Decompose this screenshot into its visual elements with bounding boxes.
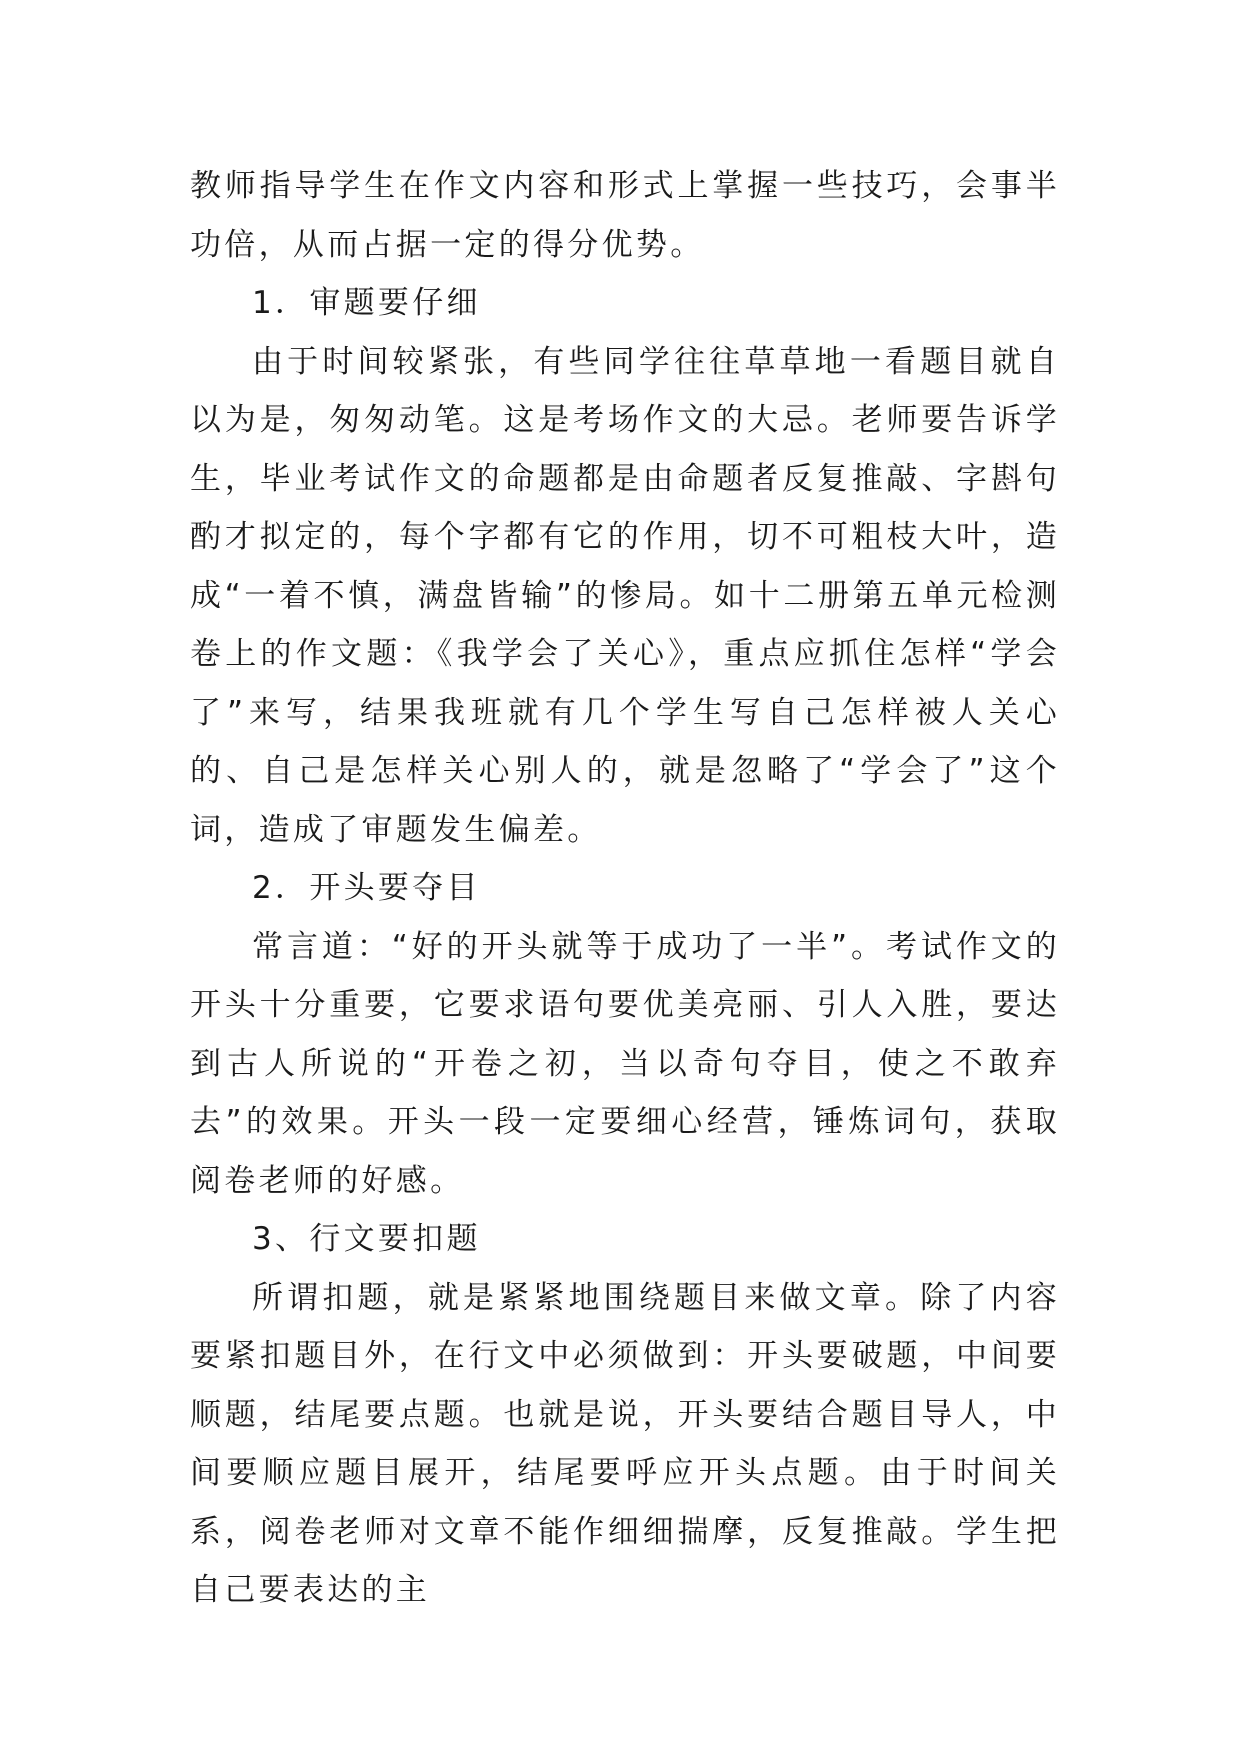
paragraph-section-2: 常言道：“好的开头就等于成功了一半”。考试作文的开头十分重要，它要求语句要优美亮丽、引人入胜，要达到古人所说的“开卷之初，当以奇句夺目，使之不敢弃去”的效果。开头一段一定要细心经营，锤炼词句，获取阅卷老师的好感。 [190, 928, 1060, 1199]
document-body [190, 157, 1060, 1620]
paragraph-intro: 教师指导学生在作文内容和形式上掌握一些技巧，会事半功倍，从而占据一定的得分优势。 [190, 168, 1060, 263]
section-heading-2: 2．开头要夺目 [252, 870, 481, 906]
paragraph-section-3: 所谓扣题，就是紧紧地围绕题目来做文章。除了内容要紧扣题目外，在行文中必须做到：开头要破题，中间要顺题，结尾要点题。也就是说，开头要结合题目导人，中间要顺应题目展开，结尾要呼应开头点题。由于时间关系，阅卷老师对文章不能作细细揣摩，反复推敲。学生把自己要表达的主 [190, 1279, 1060, 1608]
section-heading-3: 3、行文要扣题 [252, 1221, 481, 1257]
paragraph-section-1: 由于时间较紧张，有些同学往往草草地一看题目就自以为是，匆匆动笔。这是考场作文的大忌。老师要告诉学生，毕业考试作文的命题都是由命题者反复推敲、字斟句酌才拟定的，每个字都有它的作用，切不可粗枝大叶，造成“一着不慎，满盘皆输”的惨局。如十二册第五单元检测卷上的作文题：《我学会了关心》，重点应抓住怎样“学会了”来写，结果我班就有几个学生写自己怎样被人关心的、自己是怎样关心别人的，就是忽略了“学会了”这个词，造成了审题发生偏差。 [190, 343, 1060, 848]
section-heading-1: 1．审题要仔细 [252, 285, 481, 321]
